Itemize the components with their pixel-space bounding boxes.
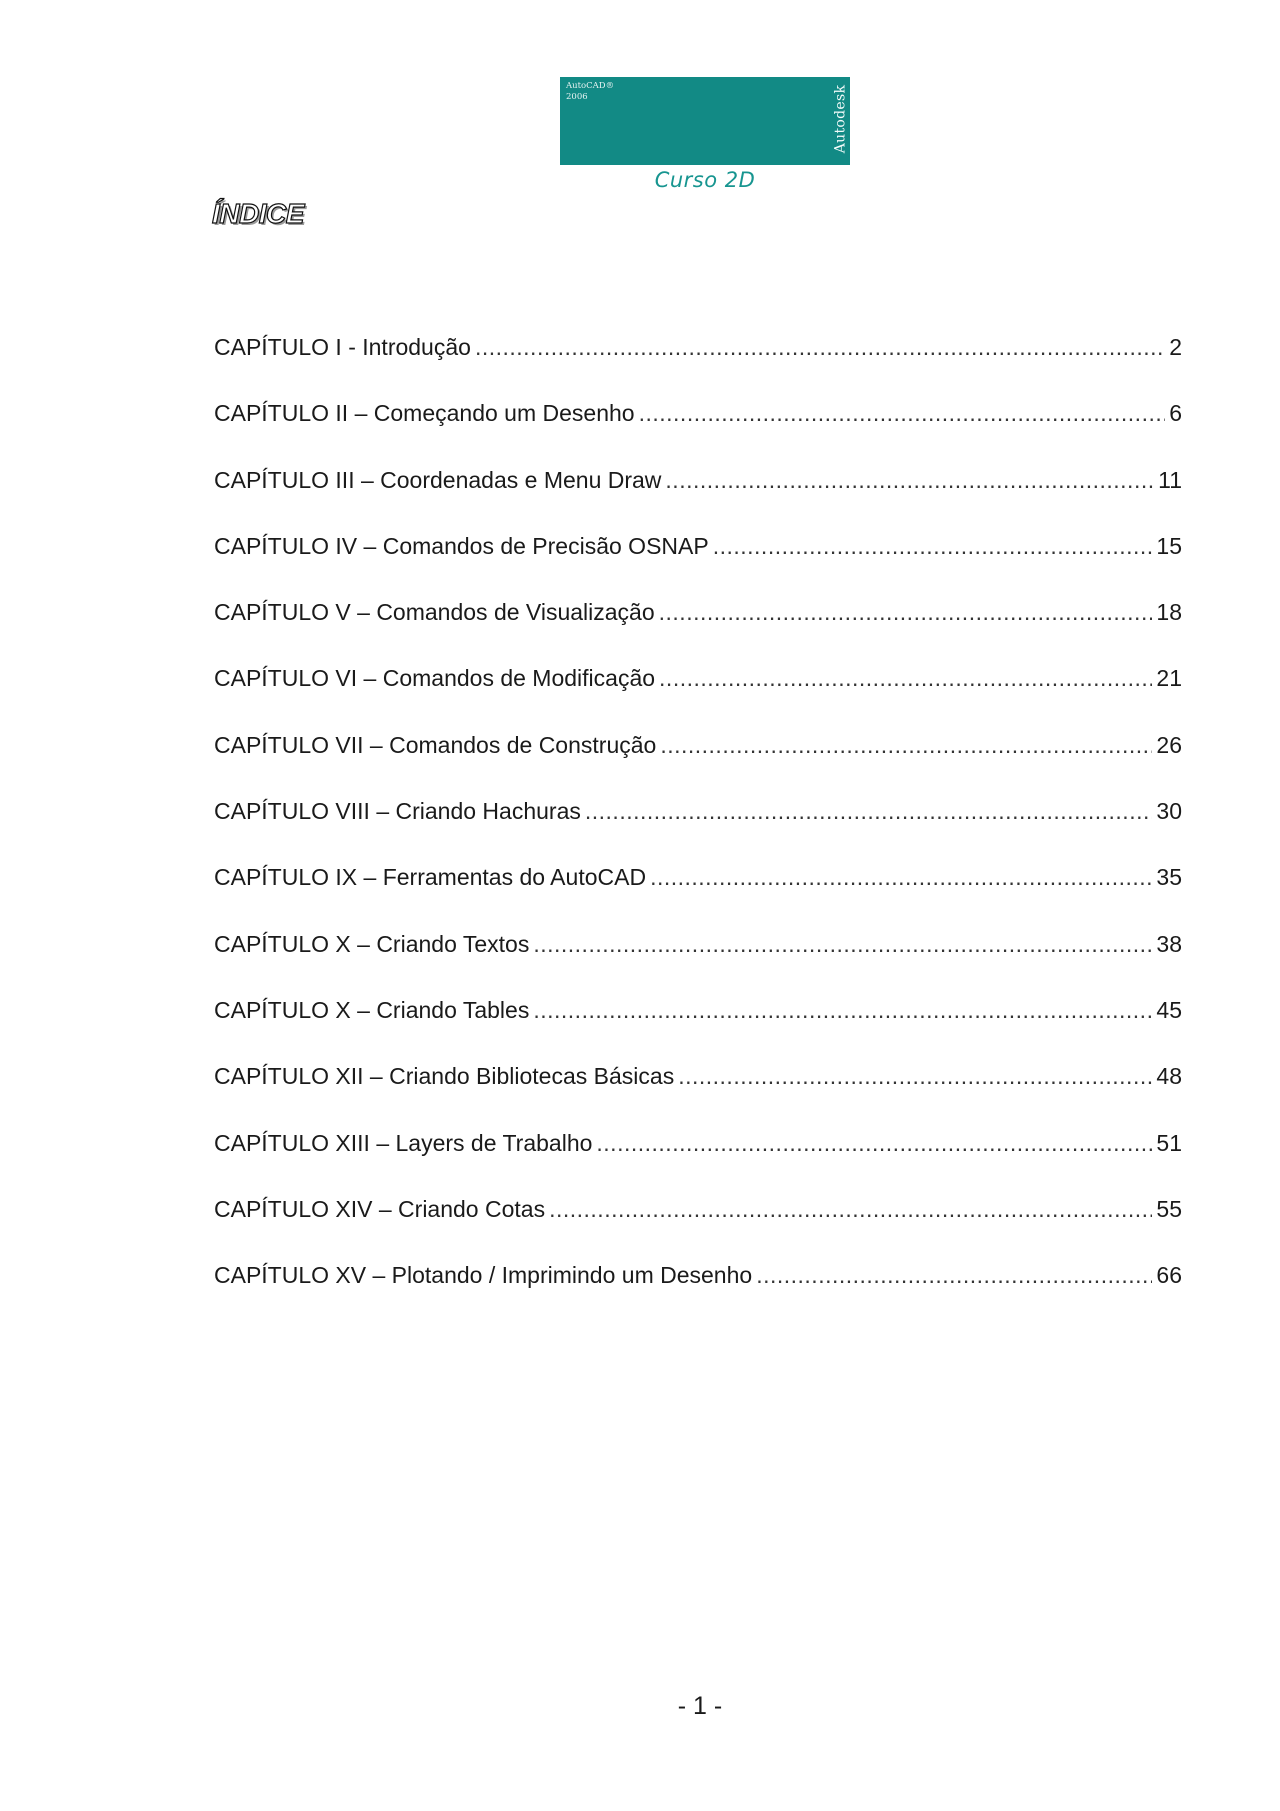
toc-entry	[214, 599, 1182, 665]
toc-entry-page: 38	[1156, 930, 1182, 957]
toc-dot-leader	[596, 1130, 1152, 1157]
toc-dot-leader	[475, 334, 1165, 361]
toc-entry-page: 51	[1156, 1129, 1182, 1156]
autocad-logo	[560, 77, 850, 165]
toc-dot-leader	[713, 533, 1153, 560]
toc-dot-leader	[659, 599, 1153, 626]
page-number: - 1 -	[677, 1692, 723, 1720]
toc-dot-leader	[756, 1262, 1152, 1289]
toc-entry-title: CAPÍTULO VIII – Criando Hachuras	[214, 798, 581, 825]
index-title: ÍNDICE	[212, 198, 304, 229]
toc-entry-page: 48	[1156, 1063, 1182, 1090]
table-of-contents	[214, 334, 1182, 1328]
toc-entry-page: 26	[1156, 731, 1182, 758]
toc-entry-page: 45	[1156, 996, 1182, 1023]
toc-entry	[214, 1262, 1182, 1328]
toc-dot-leader	[533, 997, 1152, 1024]
toc-entry-page: 35	[1156, 864, 1182, 891]
toc-entry-title: CAPÍTULO III – Coordenadas e Menu Draw	[214, 466, 662, 493]
toc-entry	[214, 864, 1182, 930]
toc-entry-page: 30	[1156, 798, 1182, 825]
toc-entry	[214, 997, 1182, 1063]
logo-product-version: 2006	[566, 92, 588, 102]
toc-entry	[214, 665, 1182, 731]
toc-dot-leader	[585, 798, 1153, 825]
logo-brand-name: Autodesk	[831, 84, 848, 154]
toc-entry-title: CAPÍTULO X – Criando Textos	[214, 930, 530, 957]
toc-entry-title: CAPÍTULO IX – Ferramentas do AutoCAD	[214, 864, 647, 891]
toc-entry-title: CAPÍTULO VII – Comandos de Construção	[214, 731, 657, 758]
toc-entry-title: CAPÍTULO XV – Plotando / Imprimindo um Desenho	[214, 1262, 753, 1289]
toc-entry	[214, 400, 1182, 466]
toc-entry-page: 18	[1156, 599, 1182, 626]
toc-entry-title: CAPÍTULO XIV – Criando Cotas	[214, 1195, 546, 1222]
logo-product-text	[566, 81, 614, 103]
toc-entry	[214, 533, 1182, 599]
toc-entry-title: CAPÍTULO I - Introdução	[214, 334, 471, 360]
toc-entry-page: 21	[1156, 665, 1182, 692]
toc-entry-page: 66	[1156, 1262, 1182, 1289]
toc-entry-title: CAPÍTULO V – Comandos de Visualização	[214, 599, 655, 626]
toc-entry	[214, 931, 1182, 997]
course-subtitle: Curso 2D	[654, 168, 756, 192]
toc-entry	[214, 1196, 1182, 1262]
toc-entry-title: CAPÍTULO XIII – Layers de Trabalho	[214, 1129, 593, 1156]
toc-entry-page: 55	[1156, 1195, 1182, 1222]
toc-dot-leader	[678, 1063, 1152, 1090]
toc-dot-leader	[549, 1196, 1152, 1223]
toc-entry-page: 15	[1156, 532, 1182, 559]
toc-entry-title: CAPÍTULO XII – Criando Bibliotecas Básicas	[214, 1063, 675, 1090]
toc-dot-leader	[639, 400, 1166, 427]
logo-product-name: AutoCAD®	[566, 81, 615, 91]
toc-dot-leader	[660, 732, 1152, 759]
toc-entry-title: CAPÍTULO II – Começando um Desenho	[214, 400, 635, 427]
toc-entry-title: CAPÍTULO IV – Comandos de Precisão OSNAP	[214, 532, 709, 559]
toc-dot-leader	[533, 931, 1152, 958]
toc-entry-page: 11	[1158, 466, 1182, 493]
toc-entry-title: CAPÍTULO VI – Comandos de Modificação	[214, 665, 656, 692]
toc-entry	[214, 798, 1182, 864]
toc-entry	[214, 732, 1182, 798]
toc-entry-title: CAPÍTULO X – Criando Tables	[214, 996, 530, 1023]
toc-dot-leader	[659, 665, 1152, 692]
toc-dot-leader	[665, 467, 1154, 494]
toc-entry	[214, 467, 1182, 533]
toc-entry-page: 2	[1169, 334, 1182, 360]
toc-entry	[214, 334, 1182, 400]
toc-entry-page: 6	[1169, 400, 1182, 427]
toc-entry	[214, 1063, 1182, 1129]
toc-dot-leader	[650, 864, 1152, 891]
toc-entry	[214, 1130, 1182, 1196]
